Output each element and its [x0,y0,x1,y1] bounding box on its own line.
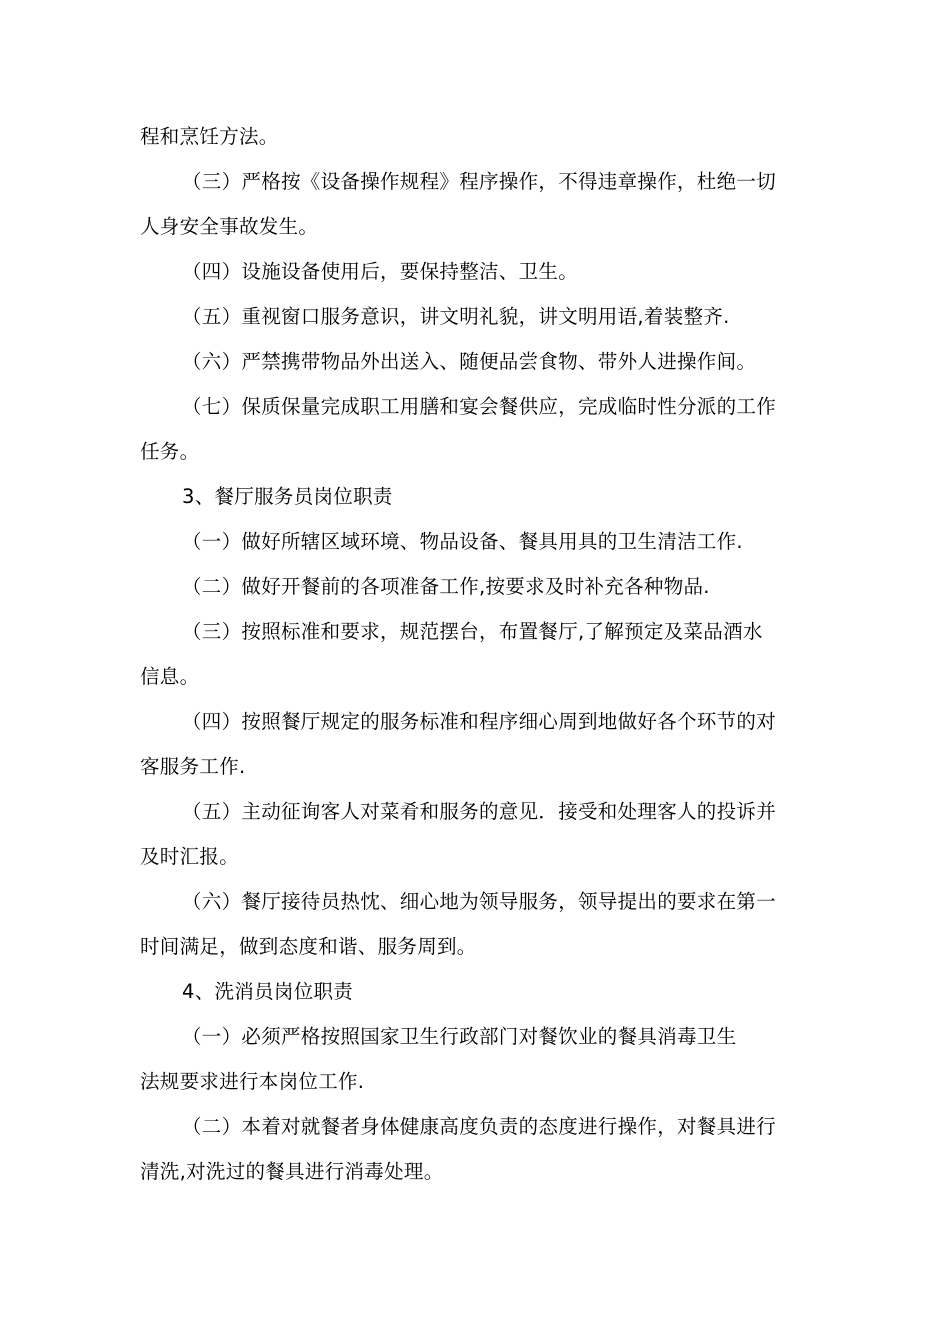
text-line: 及时汇报。 [140,845,240,868]
text-line: 客服务工作. [140,755,246,778]
text-line: 信息。 [140,665,200,688]
text-line: （一）必须严格按照国家卫生行政部门对餐饮业的餐具消毒卫生 [182,1025,737,1048]
text-line: （六）餐厅接待员热忱、细心地为领导服务，领导提出的要求在第一 [182,890,777,913]
text-line: （五）主动征询客人对菜肴和服务的意见．接受和处理客人的投诉并 [182,800,777,823]
text-line: （三）严格按《设备操作规程》程序操作，不得违章操作，杜绝一切 [182,170,777,193]
text-line: （四）设施设备使用后，要保持整洁、卫生。 [182,260,579,283]
text-line: 时间满足，做到态度和谐、服务周到。 [140,935,477,958]
section-heading: 3、餐厅服务员岗位职责 [182,485,393,508]
text-line: （七）保质保量完成职工用膳和宴会餐供应，完成临时性分派的工作 [182,395,777,418]
text-line: 法规要求进行本岗位工作. [140,1070,365,1093]
text-line: 程和烹饪方法。 [140,125,279,148]
text-line: 清洗,对洗过的餐具进行消毒处理。 [140,1160,444,1183]
text-line: （二）做好开餐前的各项准备工作,按要求及时补充各种物品. [182,575,710,598]
text-line: 人身安全事故发生。 [140,215,319,238]
text-line: （一）做好所辖区域环境、物品设备、餐具用具的卫生清洁工作. [182,530,743,553]
text-line: （二）本着对就餐者身体健康高度负责的态度进行操作，对餐具进行 [182,1115,777,1138]
section-heading: 4、洗消员岗位职责 [182,980,354,1003]
text-line: （五）重视窗口服务意识，讲文明礼貌，讲文明用语,着装整齐. [182,305,730,328]
text-line: （六）严禁携带物品外出送入、随便品尝食物、带外人进操作间。 [182,350,757,373]
text-line: （三）按照标准和要求，规范摆台，布置餐厅,了解预定及菜品酒水 [182,620,763,643]
text-line: 任务。 [140,440,200,463]
text-line: （四）按照餐厅规定的服务标准和程序细心周到地做好各个环节的对 [182,710,777,733]
